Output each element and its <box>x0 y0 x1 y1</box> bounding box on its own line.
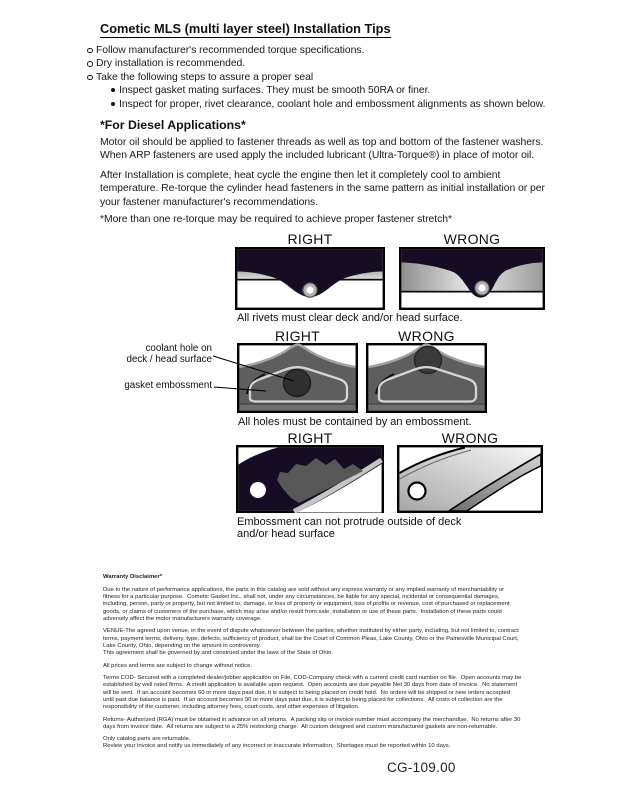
fig1-wrong-diagram <box>399 247 545 310</box>
open-bullet-icon <box>87 61 93 67</box>
venue-paragraph: VENUE-The agreed upon venue, in the event of dispute whatsoever between the parties, whether instituted by either party, including, but not limited to, contract terms, payment terms, delivery, type, defects, sufficiency of product, shall be the Court of Common Pleas, Lake County, Ohio or the Painesville Municipal Court, Lake County, Ohio, depending on the amount in controversy. <box>103 628 521 649</box>
terms-paragraph: Terms COD- Secured with a completed dealer/jobber application on File, COD-Company check with a current credit card number on file. Open accounts may be established by well rated firms. A credit application is available upon request. Open accounts are due payable Net 30 days from date of invoice. No statement will be sent. If an account becomes 60 or more days past due, it is subject to being placed on credit hold. No orders will be shipped or new orders accepted until past due balance is paid. If an account becomes 90 or more days past due, it is subject to being placed for collections. All costs of collection are the responsibility of the customer, including attorney fees, court costs, and other expenses of litigation. <box>103 675 524 710</box>
fig1-wrong-label: WRONG <box>443 231 501 247</box>
disclaimer-paragraph: Due to the nature of performance applications, the parts in this catalog are sold without any express warranty or any implied warranty of merchantability or fitness for a particular purpose. Cometic Gasket Inc., shall not, under any circumstances, be liable for any special, incidental or consequential damages, including, person, party or property, but not limited to, damage, or loss of property or equipment, loss of profits or revenue, cost of purchased or replacement goods, or claims of customers of the purchase, which may arise and/or result from sale, installation or use of these parts. Installation of these parts could adversely affect the motor manufacturers warranty coverage. <box>103 587 512 622</box>
fig1-right-diagram <box>235 247 385 310</box>
tip-sub-item <box>119 85 430 97</box>
tip-item <box>96 72 313 84</box>
open-bullet-icon <box>87 75 93 81</box>
fig2-wrong-label: WRONG <box>398 328 455 344</box>
filled-bullet-icon <box>111 102 115 106</box>
prices-line: All prices and terms are subject to change without notice. <box>103 662 252 669</box>
fig3-caption: Embossment can not protrude outside of deck and/or head surface <box>237 516 462 541</box>
fig2-wrong-diagram <box>366 343 487 413</box>
tip-text: Dry installation is recommended. <box>96 58 246 69</box>
returns-paragraph: Returns- Authorized (RGA) must be obtained in advance on all returns. A packing slip or invoice number must accompany the merchandise. No returns after 30 days from invoice date. All returns are subject to a 25% restocking charge. All custom designed and custom manufactured gaskets are non-returnable. <box>103 716 523 730</box>
fig3-right-diagram <box>236 445 384 513</box>
bolt-hole <box>409 483 426 500</box>
filled-bullet-icon <box>111 88 115 92</box>
tip-text: Inspect gasket mating surfaces. They must be smooth 50RA or finer. <box>119 85 431 96</box>
governing-law-line: This agreement shall be governed by and construed under the laws of the State of Ohio. <box>103 649 333 656</box>
page-code: CG-109.00 <box>387 760 456 775</box>
fig1-caption: All rivets must clear deck and/or head surface. <box>237 311 463 324</box>
coolant-hole <box>284 370 311 397</box>
fig3-wrong-diagram <box>397 445 543 513</box>
fig3-right-label: RIGHT <box>287 430 333 446</box>
tip-item <box>96 45 364 57</box>
retorque-note: *More than one re-torque may be required to achieve proper fastener stretch* <box>100 213 452 225</box>
warranty-disclaimer <box>103 574 522 756</box>
review-invoice-line: Review your invoice and notify us immediately of any incorrect or inaccurate information. Shortages must be reported within 10 days. <box>103 743 451 750</box>
bolt-hole <box>250 482 266 498</box>
gasket-embossment-label: gasket embossment <box>124 380 212 391</box>
diesel-paragraph-1: Motor oil should be applied to fastener threads as well as top and bottom of the fastener washers. When ARP fasteners are used apply the included lubricant (Ultra-Torque®) in place of motor oil. <box>100 136 547 161</box>
fig2-right-label: RIGHT <box>274 328 321 344</box>
open-bullet-icon <box>87 48 93 54</box>
diesel-paragraph-2: After Installation is complete, heat cycle the engine then let it completely cool to ambient temperature. Re-torque the cylinder head fasteners in the same pattern as initial installation or per your fastener manufacturer's recommendations. <box>100 170 548 208</box>
disclaimer-heading: Warranty Disclaimer* <box>103 574 163 580</box>
page-title: Cometic MLS (multi layer steel) Installation Tips <box>100 21 391 36</box>
tip-text: Take the following steps to assure a proper seal <box>96 71 314 83</box>
fig2-caption: All holes must be contained by an embossment. <box>238 416 472 428</box>
coolant-hole-label: coolant hole on deck / head surface <box>126 343 212 365</box>
tip-item <box>96 58 245 70</box>
tip-text: Inspect for proper, rivet clearance, coolant hole and embossment alignments as shown below. <box>119 98 546 110</box>
returnable-line: Only catalog parts are returnable. <box>103 736 191 743</box>
tip-text: Follow manufacturer's recommended torque specifications. <box>96 44 365 56</box>
tip-sub-item <box>119 99 545 111</box>
fig2-right-diagram <box>237 343 358 413</box>
fig3-wrong-label: WRONG <box>441 430 499 446</box>
fig1-right-label: RIGHT <box>287 231 333 247</box>
diesel-heading: *For Diesel Applications* <box>100 117 246 132</box>
